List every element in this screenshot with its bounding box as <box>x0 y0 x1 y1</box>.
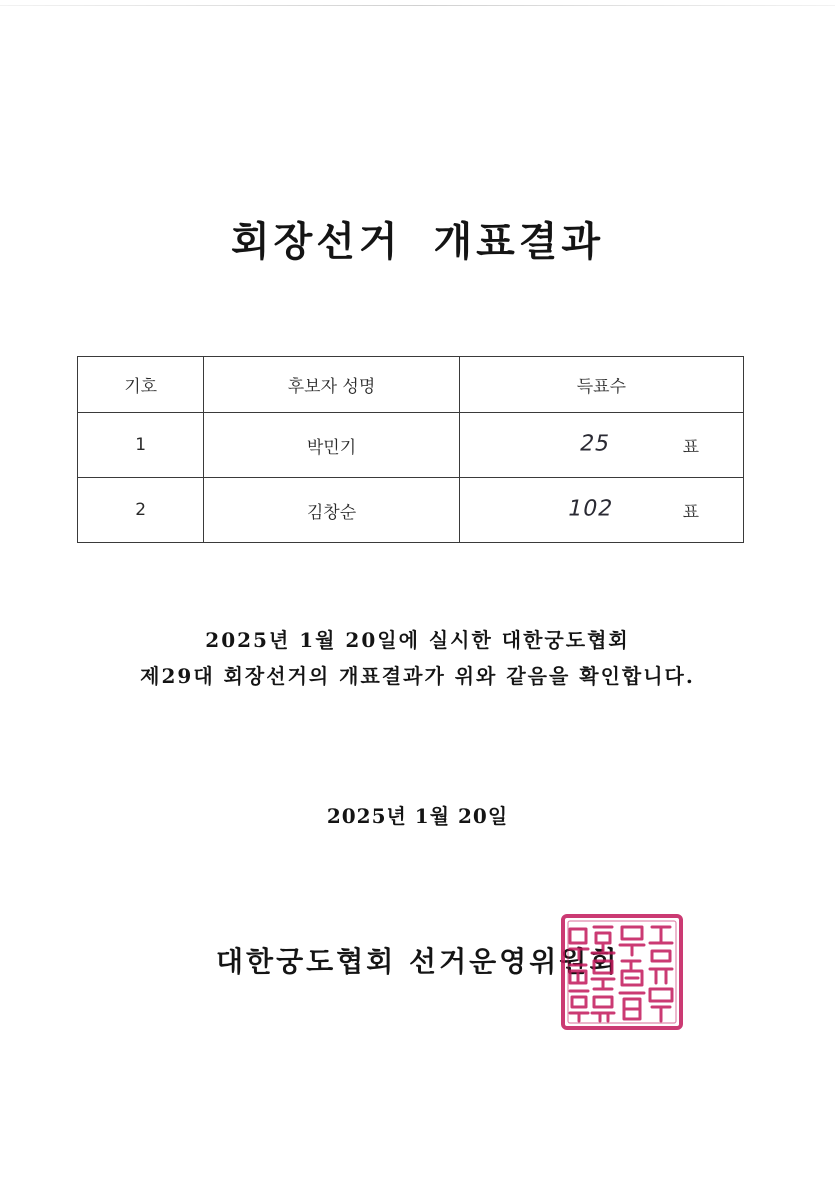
vote-unit: 표 <box>682 502 699 523</box>
results-table <box>77 356 744 543</box>
candidate-number: 2 <box>78 478 204 543</box>
handwritten-vote-count: 102 <box>565 496 616 522</box>
candidate-name: 김창순 <box>204 478 459 543</box>
vote-unit: 표 <box>682 437 699 458</box>
vote-count-cell <box>459 413 743 478</box>
table-row <box>78 478 744 543</box>
table-row <box>78 413 744 478</box>
header-candidate: 후보자 성명 <box>204 357 459 413</box>
confirmation-statement <box>0 622 835 694</box>
vote-count-cell <box>459 478 743 543</box>
scan-edge-line <box>0 5 835 6</box>
candidate-name: 박민기 <box>204 413 459 478</box>
table-header-row <box>78 357 744 413</box>
confirmation-line-1: 2025년 1월 20일에 실시한 대한궁도협회 <box>205 628 630 652</box>
handwritten-vote-count: 25 <box>577 431 613 457</box>
issuer-name: 대한궁도협회 선거운영위원회 <box>216 945 620 978</box>
document-title: 회장선거 개표결과 <box>230 218 605 265</box>
document-date: 2025년 1월 20일 <box>326 804 509 828</box>
official-seal-stamp <box>560 913 684 1031</box>
header-votes: 득표수 <box>459 357 743 413</box>
confirmation-line-2: 제29대 회장선거의 개표결과가 위와 같음을 확인합니다. <box>140 664 695 688</box>
header-number: 기호 <box>78 357 204 413</box>
candidate-number: 1 <box>78 413 204 478</box>
